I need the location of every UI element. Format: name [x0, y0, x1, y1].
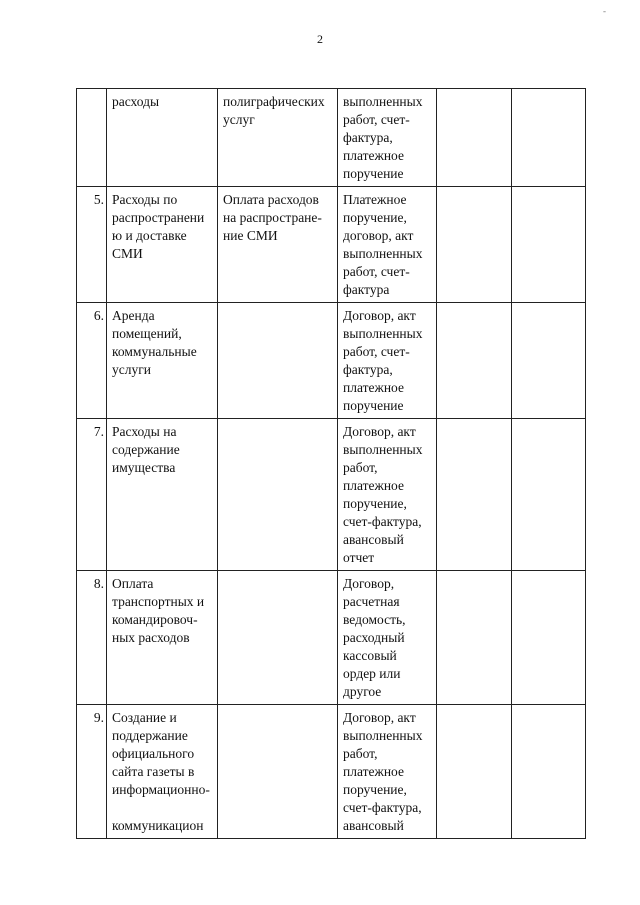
table-row [77, 705, 586, 839]
supporting-documents: Договор, акт выполненных работ, платежное поручение, счет-фактура, авансовый отчет [338, 419, 437, 571]
empty-cell [512, 187, 586, 303]
expense-purpose [218, 571, 338, 705]
expense-name: Расходы по распространени ю и доставке СМИ [107, 187, 218, 303]
empty-cell [512, 705, 586, 839]
empty-cell [512, 419, 586, 571]
empty-cell [512, 303, 586, 419]
empty-cell [437, 89, 512, 187]
supporting-documents: Договор, акт выполненных работ, платежное поручение, счет-фактура, авансовый [338, 705, 437, 839]
empty-cell [437, 419, 512, 571]
expense-name: Оплата транспортных и командировоч- ных расходов [107, 571, 218, 705]
expense-purpose: полиграфических услуг [218, 89, 338, 187]
expense-name-cell [107, 705, 218, 839]
expense-name: Расходы на содержание имущества [107, 419, 218, 571]
row-number: 8. [77, 571, 107, 705]
page-number: 2 [317, 32, 323, 46]
table-row [77, 571, 586, 705]
table-row [77, 419, 586, 571]
table-row [77, 89, 586, 187]
row-number: 7. [77, 419, 107, 571]
expense-purpose [218, 419, 338, 571]
expense-name-tail: коммуникацион [112, 818, 204, 833]
empty-cell [437, 187, 512, 303]
empty-cell [437, 571, 512, 705]
row-number [77, 89, 107, 187]
row-number: 6. [77, 303, 107, 419]
expense-name: Создание и поддержание официального сайта газеты в информационно- [112, 710, 210, 797]
expense-table [76, 88, 586, 839]
expense-purpose: Оплата расходов на распростране- ние СМИ [218, 187, 338, 303]
empty-cell [512, 89, 586, 187]
empty-cell [437, 705, 512, 839]
table-row [77, 187, 586, 303]
expense-purpose [218, 705, 338, 839]
supporting-documents: выполненных работ, счет- фактура, платежное поручение [338, 89, 437, 187]
line-gap [112, 799, 215, 817]
corner-mark: - [603, 6, 606, 16]
expense-name: расходы [107, 89, 218, 187]
row-number: 9. [77, 705, 107, 839]
expense-purpose [218, 303, 338, 419]
expense-name: Аренда помещений, коммунальные услуги [107, 303, 218, 419]
empty-cell [512, 571, 586, 705]
row-number: 5. [77, 187, 107, 303]
supporting-documents: Платежное поручение, договор, акт выполненных работ, счет- фактура [338, 187, 437, 303]
supporting-documents: Договор, акт выполненных работ, счет- фактура, платежное поручение [338, 303, 437, 419]
supporting-documents: Договор, расчетная ведомость, расходный кассовый ордер или другое [338, 571, 437, 705]
table-row [77, 303, 586, 419]
empty-cell [437, 303, 512, 419]
